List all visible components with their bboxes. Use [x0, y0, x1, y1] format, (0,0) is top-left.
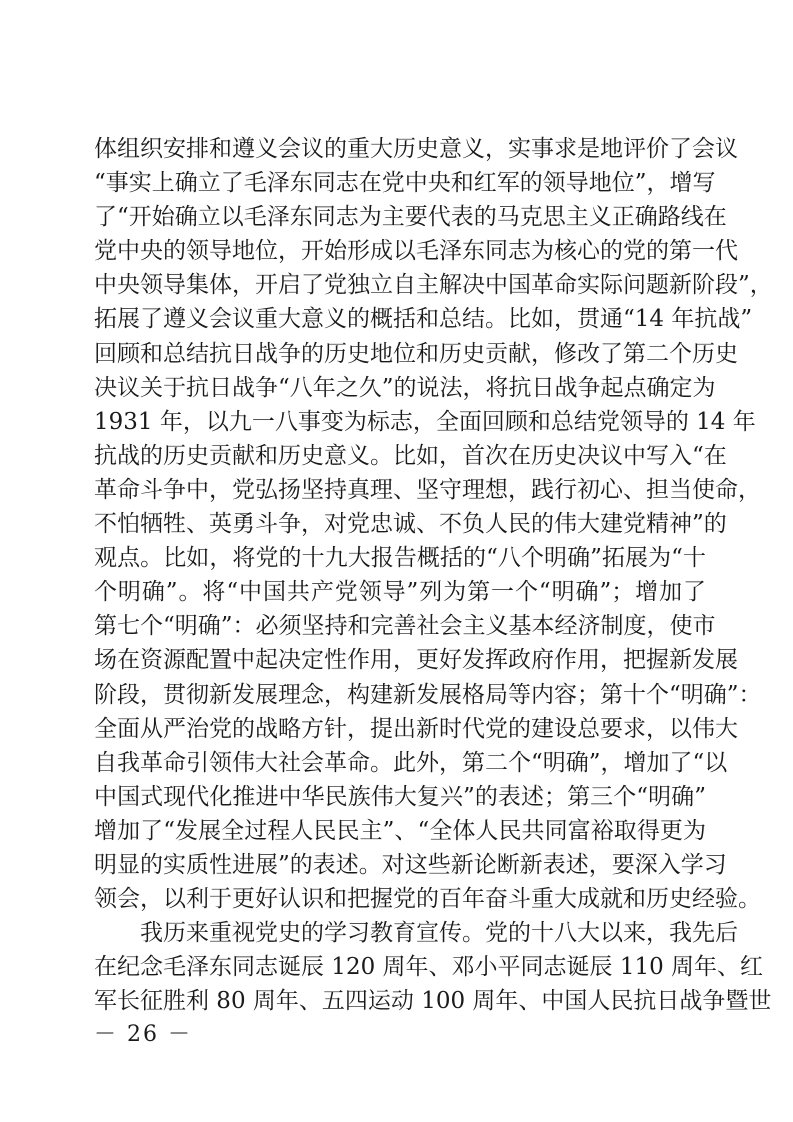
text-line-26: 军长征胜利 80 周年、五四运动 100 周年、中国人民抗日战争暨世	[94, 988, 772, 1015]
text-line-12: 不怕牺牲、英勇斗争，对党忠诚、不负人民的伟大建党精神”的	[94, 511, 727, 538]
text-line-2: “事实上确立了毛泽东同志在党中央和红军的领导地位”，增写	[94, 170, 716, 197]
text-line-9: 1931 年，以九一八事变为标志，全面回顾和总结党领导的 14 年	[94, 408, 756, 435]
text-line-15: 第七个“明确”：必须坚持和完善社会主义基本经济制度，使市	[94, 613, 716, 640]
text-line-13: 观点。比如，将党的十九大报告概括的“八个明确”拓展为“十	[94, 545, 706, 572]
text-line-20: 中国式现代化推进中华民族伟大复兴”的表述；第三个“明确”	[94, 783, 706, 810]
text-line-18: 全面从严治党的战略方针，提出新时代党的建设总要求，以伟大	[94, 715, 738, 742]
text-line-10: 抗战的历史贡献和历史意义。比如，首次在历史决议中写入“在	[94, 442, 727, 469]
text-line-4: 党中央的领导地位，开始形成以毛泽东同志为核心的党的第一代	[94, 238, 738, 265]
text-line-25: 在纪念毛泽东同志诞辰 120 周年、邓小平同志诞辰 110 周年、红	[94, 954, 764, 981]
text-line-14: 个明确”。将“中国共产党领导”列为第一个“明确”；增加了	[94, 579, 706, 606]
text-line-16: 场在资源配置中起决定性作用，更好发挥政府作用，把握新发展	[94, 647, 738, 674]
text-line-6: 拓展了遵义会议重大意义的概括和总结。比如，贯通“14 年抗战”	[94, 306, 753, 333]
text-line-3: 了“开始确立以毛泽东同志为主要代表的马克思主义正确路线在	[94, 204, 727, 231]
text-line-21: 增加了“发展全过程人民民主”、“全体人民共同富裕取得更为	[94, 817, 706, 844]
text-line-24: 我历来重视党史的学习教育宣传。党的十八大以来，我先后	[94, 920, 738, 947]
text-line-11: 革命斗争中，党弘扬坚持真理、坚守理想，践行初心、担当使命，	[94, 476, 761, 503]
text-line-1: 体组织安排和遵义会议的重大历史意义，实事求是地评价了会议	[94, 136, 738, 162]
page-number: － 26 －	[94, 1022, 192, 1047]
body-text	[94, 132, 773, 1018]
text-line-8: 决议关于抗日战争“八年之久”的说法，将抗日战争起点确定为	[94, 374, 716, 401]
text-line-7: 回顾和总结抗日战争的历史地位和历史贡献，修改了第二个历史	[94, 340, 738, 367]
text-line-22: 明显的实质性进展”的表述。对这些新论断新表述，要深入学习	[94, 851, 727, 878]
text-line-19: 自我革命引领伟大社会革命。此外，第二个“明确”，增加了“以	[94, 749, 728, 776]
text-line-23: 领会，以利于更好认识和把握党的百年奋斗重大成就和历史经验。	[94, 886, 761, 913]
text-line-5: 中央领导集体，开启了党独立自主解决中国革命实际问题新阶段”，	[94, 272, 773, 299]
text-line-17: 阶段，贯彻新发展理念，构建新发展格局等内容；第十个“明确”：	[94, 681, 762, 708]
